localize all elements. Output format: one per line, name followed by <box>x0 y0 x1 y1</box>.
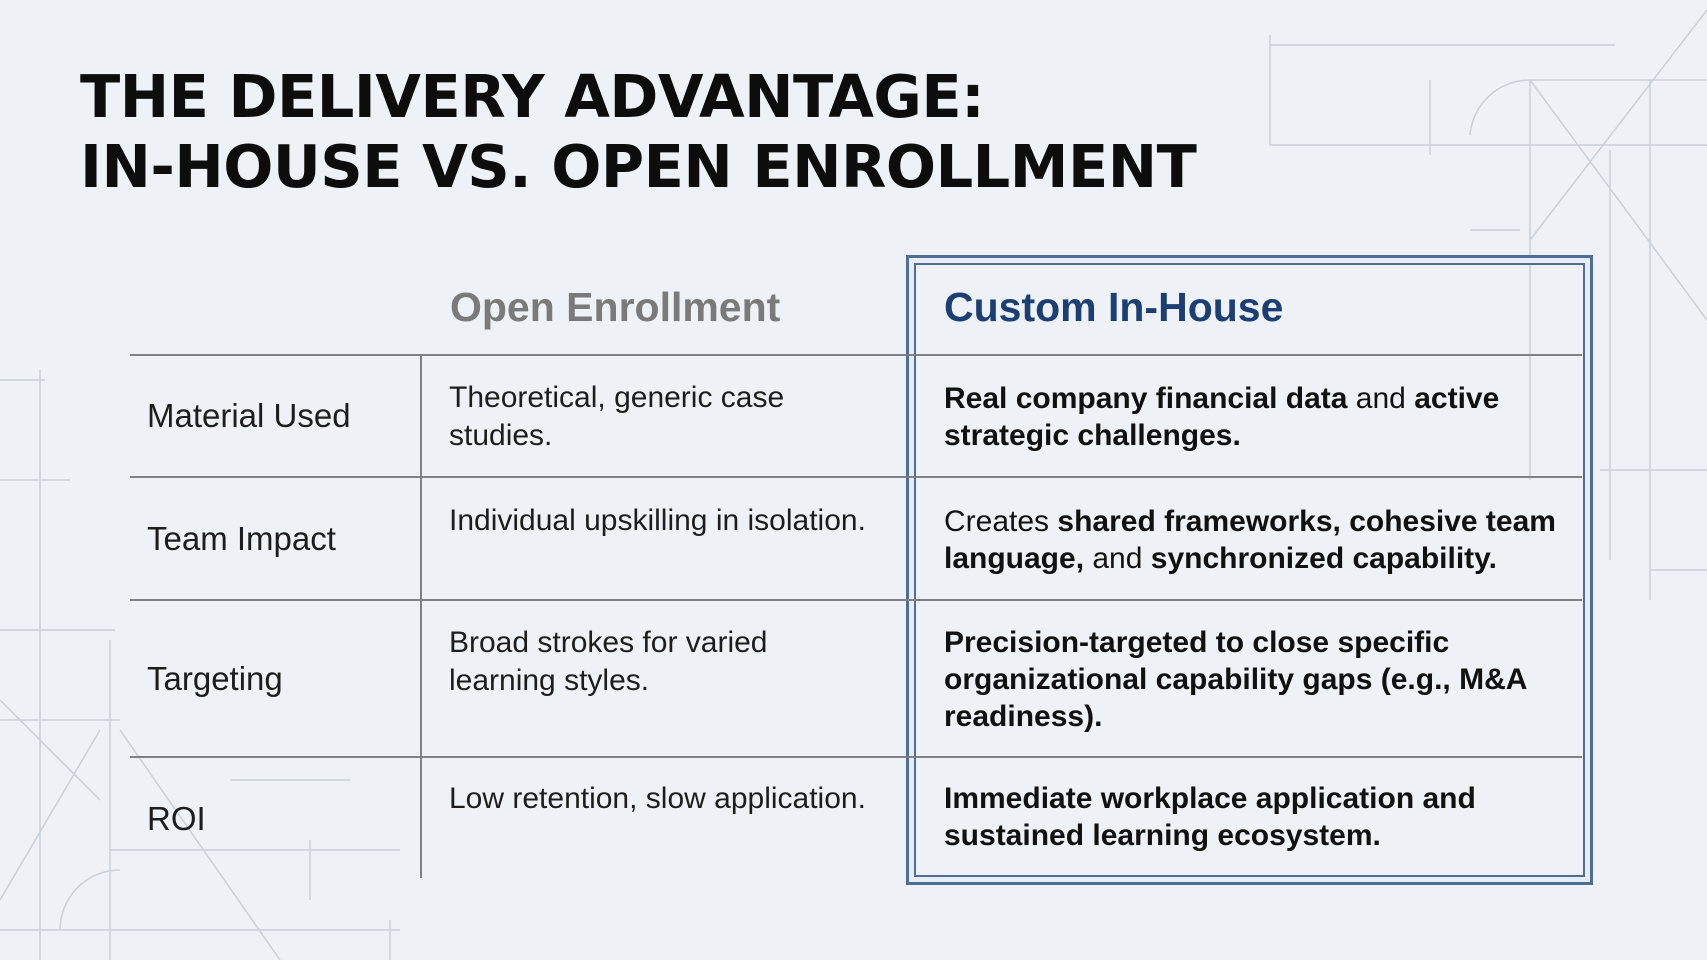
row-label-material-used: Material Used <box>147 397 351 434</box>
column-header-open-enrollment: Open Enrollment <box>450 284 781 330</box>
custom-cell-team-impact <box>944 503 1564 577</box>
custom-cell-segment: Immediate workplace application and sustained learning ecosystem. <box>944 782 1476 852</box>
custom-cell-segment: and <box>1084 542 1151 575</box>
table-rule <box>130 354 1582 356</box>
custom-cell-segment: shared frameworks, cohesive team language, <box>944 505 1556 575</box>
custom-cell-segment: Creates <box>944 505 1058 538</box>
custom-cell-targeting <box>944 624 1564 735</box>
custom-cell-segment: Real company financial data <box>944 382 1348 415</box>
title-line-1: THE DELIVERY ADVANTAGE: <box>80 62 985 131</box>
custom-cell-segment: synchronized capability. <box>1150 542 1497 575</box>
custom-cell-material-used <box>944 380 1564 454</box>
table-rule <box>130 599 1582 601</box>
open-cell-material-used: Theoretical, generic case studies. <box>449 381 785 452</box>
page-title <box>80 62 1196 202</box>
row-label-roi: ROI <box>147 800 206 837</box>
row-label-targeting: Targeting <box>147 660 283 697</box>
custom-cell-segment: active strategic challenges. <box>944 382 1500 452</box>
table-rule <box>130 756 1582 758</box>
title-line-2: IN-HOUSE VS. OPEN ENROLLMENT <box>80 132 1197 201</box>
open-cell-targeting: Broad strokes for varied learning styles. <box>449 626 768 697</box>
custom-cell-roi <box>944 780 1564 854</box>
open-cell-roi: Low retention, slow application. <box>449 782 866 815</box>
open-cell-team-impact: Individual upskilling in isolation. <box>449 504 866 537</box>
custom-cell-segment: and <box>1347 382 1415 415</box>
table-rule <box>130 476 1582 478</box>
row-label-team-impact: Team Impact <box>147 520 336 557</box>
custom-cell-segment: Precision-targeted to close specific organizational capability gaps (e.g., M&A readiness). <box>944 626 1527 733</box>
column-header-custom-in-house: Custom In-House <box>944 284 1284 330</box>
table-divider <box>420 354 422 878</box>
